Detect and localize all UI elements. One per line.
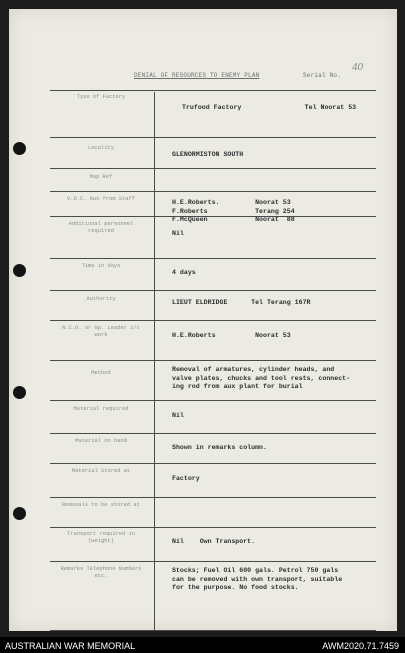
field-label: Method — [91, 370, 111, 376]
row-divider — [50, 90, 376, 91]
column-divider — [154, 92, 155, 630]
field-label: N.C.O. or Gp. Leader i/c work — [62, 325, 140, 338]
row-divider — [50, 258, 376, 259]
row-divider — [50, 527, 376, 528]
field-value: ing rod from aux plant for burial — [172, 383, 303, 391]
serial-number: 40 — [352, 61, 363, 73]
field-value: 4 days — [172, 269, 196, 276]
row-divider — [50, 400, 376, 401]
field-value: Factory — [172, 475, 200, 482]
row-divider — [50, 561, 376, 562]
field-label: V.D.C. Aux from Staff — [67, 196, 135, 202]
field-value: F.McQueen Noorat 88 — [172, 216, 295, 224]
field-label: Additional personnel required — [68, 221, 134, 234]
field-value: Shown in remarks column. — [172, 444, 267, 451]
field-label: Transport required in (weight) — [67, 531, 135, 544]
field-label: Locality — [88, 145, 114, 151]
field-label: Authority — [86, 296, 116, 302]
form-title: DENIAL OF RESOURCES TO ENEMY PLAN — [134, 72, 260, 79]
row-divider — [50, 191, 376, 192]
row-divider — [50, 497, 376, 498]
punch-hole — [13, 386, 26, 399]
field-label: Removals to be stored at — [62, 502, 140, 508]
footer-bar — [0, 637, 405, 653]
field-value: Nil — [172, 412, 184, 419]
field-value: GLENORMISTON SOUTH — [172, 151, 244, 158]
field-value: H.E.Roberts Noorat 53 — [172, 332, 291, 339]
footer-accession: AWM2020.71.7459 — [322, 641, 399, 651]
field-label: Map Ref — [89, 174, 113, 180]
row-divider — [50, 320, 376, 321]
field-label: Type of Factory — [76, 94, 126, 100]
punch-hole — [13, 507, 26, 520]
row-divider — [50, 290, 376, 291]
field-value: LIEUT ELDRIDGE Tel Terang 167R — [172, 299, 311, 306]
row-divider — [50, 137, 376, 138]
field-label: Material Stored at — [71, 468, 131, 474]
field-value: Removal of armatures, cylinder heads, and — [172, 366, 335, 373]
field-value: valve plates, chucks and tool rests, connect- — [172, 374, 351, 382]
field-value: can be removed with own transport, suitable — [172, 575, 343, 583]
field-value: Trufood Factory Tel Noorat 53 — [182, 104, 357, 111]
row-divider — [50, 168, 376, 169]
row-divider — [50, 630, 376, 631]
field-value: Nil Own Transport. — [172, 538, 256, 545]
field-label: Material on hand — [75, 438, 127, 444]
row-divider — [50, 216, 376, 217]
field-label: Time in days — [81, 263, 121, 269]
field-label: Material required — [73, 406, 129, 412]
punch-hole — [13, 264, 26, 277]
field-value: for the purpose. No food stocks. — [172, 584, 299, 592]
field-value: Stocks; Fuel Oil 600 gals. Petrol 750 gals — [172, 567, 339, 574]
punch-hole — [13, 142, 26, 155]
row-divider — [50, 463, 376, 464]
field-value: Nil — [172, 230, 184, 237]
footer-credit: AUSTRALIAN WAR MEMORIAL — [5, 641, 136, 651]
field-label: Remarks Telephone Numbers etc. — [60, 566, 142, 579]
field-value: H.E.Roberts. Noorat 53 — [172, 199, 291, 206]
row-divider — [50, 433, 376, 434]
serial-label: Serial No. — [303, 72, 342, 79]
row-divider — [50, 360, 376, 361]
field-value: F.Roberts Terang 254 — [172, 207, 295, 215]
